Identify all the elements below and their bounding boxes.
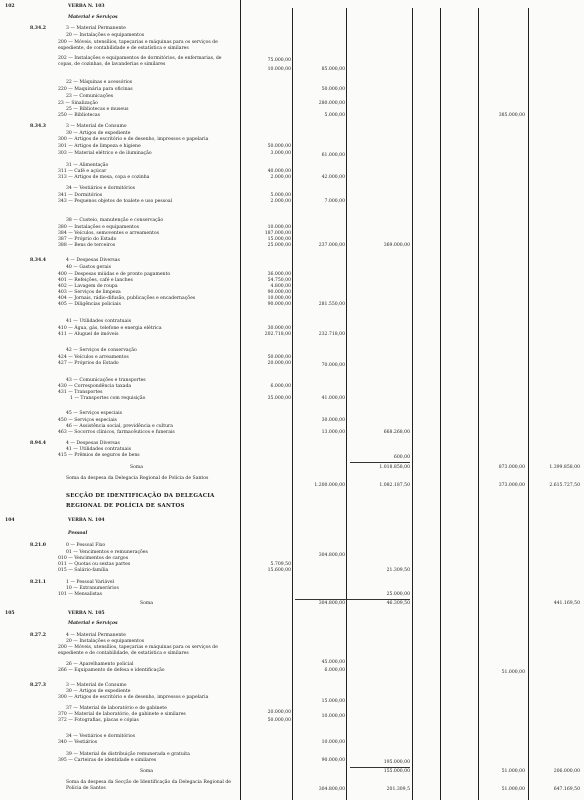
soma-label: Soma xyxy=(130,465,144,470)
line-label: 22 — Máquinas e acessórios xyxy=(66,80,133,85)
line-label: 23 — Comunicações xyxy=(66,94,114,99)
value-col2: 304.800,00 xyxy=(318,601,345,606)
line-label: 403 — Serviços de limpeza xyxy=(58,290,121,295)
line-label: 311 — Café e açúcar xyxy=(58,169,107,174)
value-col1: 25.000,00 xyxy=(267,243,291,248)
value-col1: 2.000,00 xyxy=(270,175,291,180)
line-label: 46 — Assistência social, previdência e cultura xyxy=(66,424,173,429)
value-col1: 50.000,00 xyxy=(267,355,291,360)
value-col3: 668.268,00 xyxy=(383,430,410,435)
line-label: 405 — Diligências policiais xyxy=(58,302,121,307)
rule xyxy=(295,599,410,600)
column-rule xyxy=(440,8,441,800)
value-col2: 232.718,00 xyxy=(318,332,345,337)
value-col3: 600,00 xyxy=(393,455,410,460)
line-label: 410 — Água, gás, telefone e energia elétrica xyxy=(58,326,162,331)
line-label: 303 — Material elétrico e de iluminação xyxy=(58,151,152,156)
section-code: 8.94.4 xyxy=(30,441,46,446)
line-label: 402 — Lavagem de roupa xyxy=(58,284,118,289)
line-label: 313 — Artigos de mesa, copa e cozinha xyxy=(58,175,150,180)
value-col1: 20.000,00 xyxy=(267,710,291,715)
value-col3: 201.309,5 xyxy=(386,787,410,792)
section-code: 8.27.2 xyxy=(30,633,46,638)
soma-label: Soma xyxy=(140,769,154,774)
value-col2: 10.000,00 xyxy=(321,740,345,745)
value-col2: 45.000,00 xyxy=(321,660,345,665)
value-col2: 61.000,00 xyxy=(321,153,345,158)
value-col1: 15.000,00 xyxy=(267,237,291,242)
value-col4: 385.000,00 xyxy=(498,113,525,118)
rule xyxy=(350,767,410,768)
section-title: 4 — Material Permanente xyxy=(66,633,126,638)
verba-number: 104 xyxy=(5,518,15,523)
value-col3: 1.018.858,00 xyxy=(379,465,410,470)
line-label: 41 — Utilidades contratuais xyxy=(66,319,132,324)
value-col2: 41.000,00 xyxy=(321,396,345,401)
section-code: 8.34.2 xyxy=(30,26,46,31)
value-col1: 90.000,00 xyxy=(267,302,291,307)
line-label: 30 — Artigos de expediente xyxy=(66,689,131,694)
line-label: 30 — Artigos de expediente xyxy=(66,131,131,136)
line-label: 404 — Jornais, rádio-difusão, publicações e encadernações xyxy=(58,296,196,301)
verba-subheading: Material e Serviços xyxy=(68,15,118,20)
value-col3: 1.082.187,50 xyxy=(379,483,410,488)
value-col1: 4.800,00 xyxy=(270,284,291,289)
value-col2: 5.000,00 xyxy=(324,113,345,118)
line-label: 01 — Vencimentos e remunerações xyxy=(66,550,148,555)
column-rule xyxy=(240,0,241,800)
line-label: 34 — Vestiários e dormitórios xyxy=(66,734,135,739)
value-col2: 42.000,00 xyxy=(321,175,345,180)
value-col5: 206.000,00 xyxy=(553,769,580,774)
column-rule xyxy=(292,8,293,800)
line-label: 400 — Despesas miúdas e de pronto pagamento xyxy=(58,272,171,277)
value-col4: 51.000,00 xyxy=(501,769,525,774)
line-label: 10 — Extranumerários xyxy=(66,586,119,591)
section-code: 8.34.4 xyxy=(30,258,46,263)
section-title: 1 — Pessoal Variável xyxy=(66,580,115,585)
column-rule xyxy=(412,8,413,800)
rule xyxy=(350,462,410,463)
value-col1: 75.000,00 xyxy=(267,58,291,63)
line-label: 450 — Serviços especiais xyxy=(58,418,117,423)
value-col1: 2.000,00 xyxy=(270,199,291,204)
line-label: 011 — Quotas ou sextas partes xyxy=(58,562,131,567)
section-code: 8.34.3 xyxy=(30,124,46,129)
line-label: 45 — Serviços especiais xyxy=(66,411,122,416)
line-label: 25 — Bibliotecas e museus xyxy=(66,107,129,112)
line-label: 411 — Aluguel de imóveis xyxy=(58,332,119,337)
value-col4: 873.000,00 xyxy=(498,465,525,470)
value-col3: 46.309,50 xyxy=(386,601,410,606)
line-label: 388 — Bens de terceiros xyxy=(58,243,116,248)
line-label: 220 — Maquinária para oficinas xyxy=(58,87,133,92)
value-col3: 25.000,00 xyxy=(386,592,410,597)
value-col2: 90.000,00 xyxy=(321,758,345,763)
value-col5: 2.615.727,50 xyxy=(549,483,580,488)
value-col2: 7.000,00 xyxy=(324,199,345,204)
line-label: 101 — Mensalistas xyxy=(58,592,102,597)
value-col2: 50.000,00 xyxy=(321,87,345,92)
line-label: 010 — Vencimentos de cargos xyxy=(58,556,129,561)
value-col2: 85.000,00 xyxy=(321,67,345,72)
total-label: Soma da despesa da Secção de Identificação da Delegacia Regional de Polícia de Santos xyxy=(66,780,232,791)
section-title-line1: SECÇÃO DE IDENTIFICAÇÃO DA DELEGACIA xyxy=(66,493,215,499)
value-col1: 36.000,00 xyxy=(267,272,291,277)
line-label: 200 — Móveis, utensílios, tapeçarias e máquinas para os serviços de expediente e de contabilidade, de estatística e similares xyxy=(58,645,218,656)
value-col4: 51.000,00 xyxy=(501,670,525,675)
value-col1: 10.000,00 xyxy=(267,225,291,230)
verba-heading: VERBA N. 104 xyxy=(68,518,105,523)
value-col1: 30.000,00 xyxy=(267,326,291,331)
page-number: 102 xyxy=(5,4,15,9)
line-label: 200 — Móveis, utensílios, tapeçarias e máquinas para os serviços de expediente, de contabilidade e de estatística e similares xyxy=(58,40,218,51)
value-col2: 30.000,00 xyxy=(321,418,345,423)
value-col5: 441.169,50 xyxy=(553,601,580,606)
value-col1: 10.000,00 xyxy=(267,67,291,72)
line-label: 395 — Carteiras de identidade e similares xyxy=(58,758,157,763)
line-label: 380 — Instalações e equipamentos xyxy=(58,225,140,230)
verba-number: 105 xyxy=(5,611,15,616)
value-col4: 51.000,00 xyxy=(501,787,525,792)
section-title-line2: REGIONAL DE POLÍCIA DE SANTOS xyxy=(66,503,185,509)
line-label: 384 — Veículos, semoventes e arreamentos xyxy=(58,231,160,236)
section-code: 8.21.0 xyxy=(30,543,46,548)
value-col2: 1.200.000,00 xyxy=(314,483,345,488)
line-label: 415 — Prêmios de seguros de bens xyxy=(58,453,140,458)
line-label: 424 — Veículos e arreamentos xyxy=(58,355,129,360)
line-label: 300 — Artigos de escritório e de desenho, impressos e papelaria xyxy=(58,137,209,142)
section-code: 8.21.1 xyxy=(30,580,46,585)
value-col1: 50.000,00 xyxy=(267,718,291,723)
line-label: 26 — Aparelhamento policial xyxy=(66,662,134,667)
value-col2: 304.800,00 xyxy=(318,787,345,792)
line-label: 202 — Instalações e equipamentos de dormitórios, de enfermarias, de copas, de cozinhas, de lavanderias e similares xyxy=(58,56,222,67)
value-col2: 15.000,00 xyxy=(321,699,345,704)
line-label: 430 — Correspondência taxada xyxy=(58,384,132,389)
value-col2: 237.000,00 xyxy=(318,243,345,248)
value-col1: 5.709,50 xyxy=(270,562,291,567)
value-col1: 54.750,00 xyxy=(267,278,291,283)
value-col3: 155.000,00 xyxy=(383,769,410,774)
verba-heading: VERBA N. 105 xyxy=(68,611,105,616)
soma-label: Soma xyxy=(140,601,154,606)
line-label: 39 — Material de distribuição remunerada e gratuita xyxy=(66,752,190,757)
value-col5: 1.399.858,00 xyxy=(549,465,580,470)
line-label: 37 — Material de laboratório e de gabinete xyxy=(66,706,167,711)
column-rule xyxy=(346,8,347,800)
value-col5: 647.169,50 xyxy=(553,787,580,792)
line-label: 266 — Equipamento de defesa e identificação xyxy=(58,668,165,673)
verba-heading: VERBA N. 103 xyxy=(68,4,105,9)
line-label: 20 — Instalações e equipamentos xyxy=(66,33,145,38)
value-col2: 280.000,00 xyxy=(318,101,345,106)
line-label: 31 — Alimentação xyxy=(66,163,109,168)
line-label: 38 — Custeio, manutenção e conservação xyxy=(66,218,164,223)
section-title: 3 — Material de Consumo xyxy=(66,683,127,688)
value-col1: 3.000,00 xyxy=(270,151,291,156)
line-label: 250 — Bibliotecas xyxy=(58,113,101,118)
line-label: 401 — Refeições, café e lanches xyxy=(58,278,133,283)
section-title: 0 — Pessoal Fixo xyxy=(66,543,106,548)
line-label: 015 — Salário-família xyxy=(58,568,109,573)
value-col4: 373.000,00 xyxy=(498,483,525,488)
line-label: 370 — Material de laboratório, de gabinete e similares xyxy=(58,712,186,717)
verba-subheading: Material e Serviços xyxy=(68,621,118,626)
value-col1: 90.000,00 xyxy=(267,290,291,295)
line-label: 43 — Comunicações e transportes xyxy=(66,378,146,383)
value-col2: 13.000,00 xyxy=(321,430,345,435)
value-col2: 304.800,00 xyxy=(318,553,345,558)
total-label: Soma da despesa da Delegacia Regional de Polícia de Santos xyxy=(66,476,209,481)
line-label: 343 — Pequenos objetos de toalete e uso pessoal xyxy=(58,199,173,204)
value-col3: 21.309,50 xyxy=(386,568,410,573)
line-label: 341 — Dormitórios xyxy=(58,193,103,198)
line-label: 41 — Utilidades contratuais xyxy=(66,447,132,452)
section-code: 8.27.3 xyxy=(30,683,46,688)
line-label: 427 — Próprios do Estado xyxy=(58,361,119,366)
line-label: 372 — Fotografias, placas e cópias xyxy=(58,718,139,723)
line-label: 42 — Serviços de conservação xyxy=(66,348,137,353)
line-label: 40 — Gastos gerais xyxy=(66,265,111,270)
value-col2: 10.000,00 xyxy=(321,714,345,719)
value-col1: 15.600,00 xyxy=(267,568,291,573)
line-label: 431 — Transportes xyxy=(58,390,103,395)
value-col3: 369.000,00 xyxy=(383,243,410,248)
line-label: 34 — Vestiários e dormitórios xyxy=(66,186,135,191)
value-col2: 6.000,00 xyxy=(324,668,345,673)
line-label: 387 — Próprio do Estado xyxy=(58,237,117,242)
value-col1: 50.000,00 xyxy=(267,144,291,149)
line-label: 1 — Transportes com requisição xyxy=(70,396,146,401)
section-title: 3 — Material Permanente xyxy=(66,26,126,31)
line-label: 20 — Instalações e equipamentos xyxy=(66,639,145,644)
value-col2: 70.000,00 xyxy=(321,363,345,368)
line-label: 23 — Sinalização xyxy=(58,101,98,106)
value-col1: 10.000,00 xyxy=(267,296,291,301)
verba-subheading: Pessoal xyxy=(68,531,88,536)
line-label: 340 — Vestiários xyxy=(58,740,98,745)
value-col1: 20.000,00 xyxy=(267,361,291,366)
column-rule xyxy=(478,8,479,800)
line-label: 300 — Artigos de escritório e de desenho, impressos e papelaria xyxy=(58,695,209,700)
value-col1: 5.000,00 xyxy=(270,193,291,198)
value-col1: 6.000,00 xyxy=(270,384,291,389)
value-col3: 195.000,00 xyxy=(383,760,410,765)
value-col1: 35.000,00 xyxy=(267,396,291,401)
value-col1: 187.000,00 xyxy=(264,231,291,236)
section-title: 4 — Despesas Diversas xyxy=(66,258,120,263)
column-rule xyxy=(528,8,529,800)
value-col2: 281.550,00 xyxy=(318,302,345,307)
section-title: 3 — Material de Consumo xyxy=(66,124,127,129)
line-label: 301 — Artigos de limpeza e higiene xyxy=(58,144,141,149)
section-title: 4 — Despesas Diversas xyxy=(66,441,120,446)
line-label: 463 — Socorros clínicos, farmacêuticos e funerais xyxy=(58,430,175,435)
value-col1: 202.718,00 xyxy=(264,332,291,337)
value-col1: 40.000,00 xyxy=(267,169,291,174)
